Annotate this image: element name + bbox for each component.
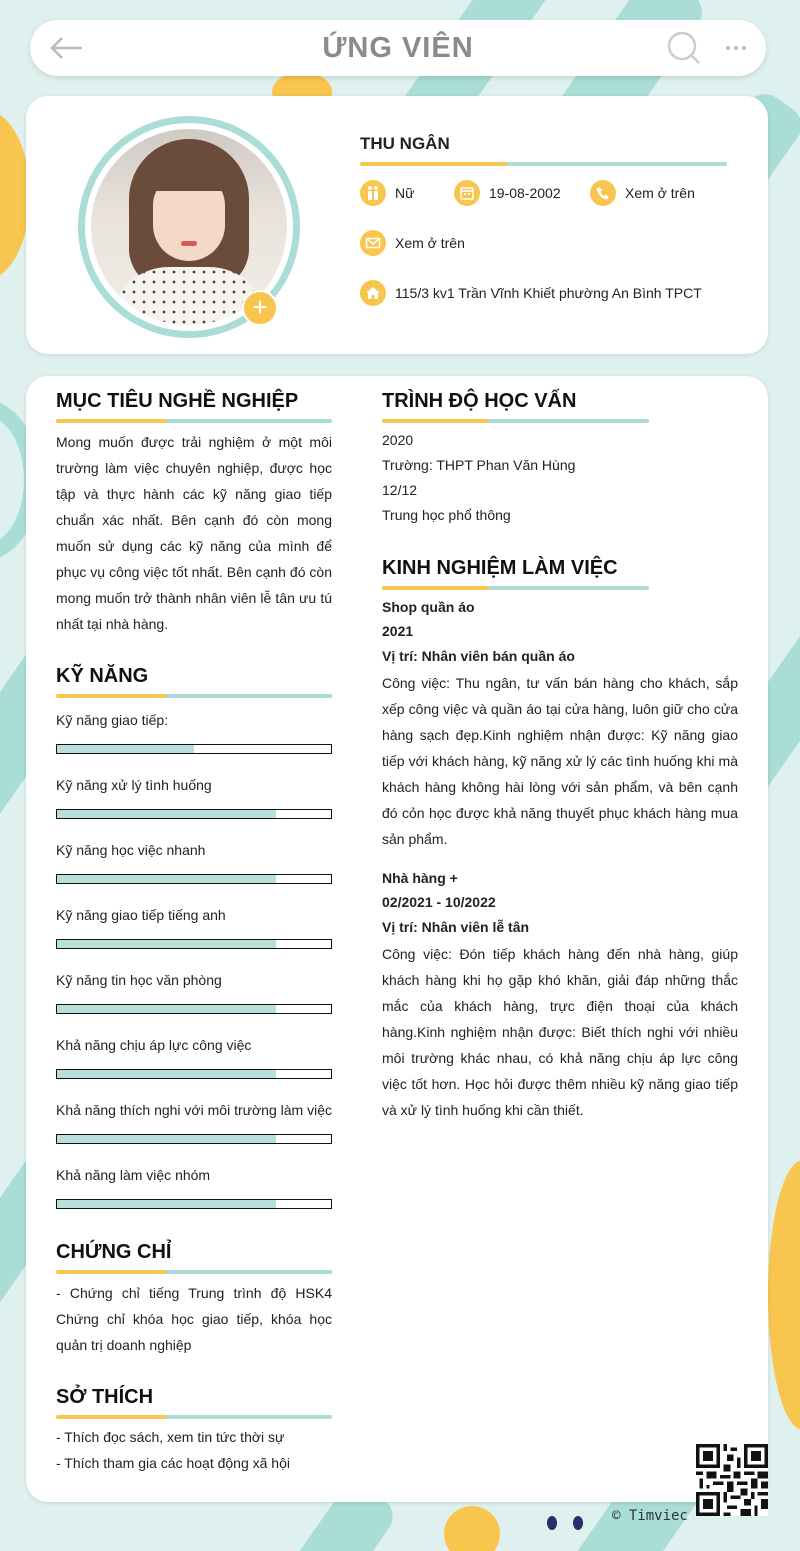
job-period: 02/2021 - 10/2022 [382, 894, 496, 910]
job-company: Nhà hàng + [382, 870, 458, 886]
birthday-info [454, 180, 561, 206]
skill-label: Kỹ năng tin học văn phòng [56, 972, 222, 988]
job-period: 2021 [382, 623, 414, 639]
education-grade: 12/12 [382, 482, 418, 498]
education-year: 2020 [382, 432, 414, 448]
education-school: Trường: THPT Phan Văn Hùng [382, 457, 576, 473]
phone-value: Xem ở trên [625, 185, 695, 201]
gender-icon [360, 180, 386, 206]
skill-progress-fill [57, 810, 276, 818]
hobbies-title: SỞ THÍCH [56, 1386, 154, 1408]
skill-progress-fill [57, 1135, 276, 1143]
certificates-underline [56, 1270, 332, 1274]
skill-label: Kỹ năng giao tiếp tiếng anh [56, 907, 226, 923]
job-position: Vị trí: Nhân viên lễ tân [382, 919, 530, 935]
resume-content-card [26, 376, 768, 1502]
career-goal-title: MỤC TIÊU NGHỀ NGHIỆP [56, 390, 299, 412]
skill-progress-bar [56, 809, 332, 819]
add-photo-button[interactable]: + [242, 290, 278, 326]
skills-underline [56, 694, 332, 698]
gender-value: Nữ [395, 185, 415, 201]
job-position: Vị trí: Nhân viên bán quần áo [382, 648, 575, 664]
phone-info [590, 180, 695, 206]
birthday-value: 19-08-2002 [489, 185, 561, 201]
skill-progress-fill [57, 1200, 276, 1208]
hobbies-underline [56, 1415, 332, 1419]
certificates-text: - Chứng chỉ tiếng Trung trình độ HSK4 Chứng chỉ khóa học giao tiếp, khóa học quản trị doanh nghiệp [56, 1285, 332, 1353]
career-goal-underline [56, 419, 332, 423]
skill-progress-fill [57, 1005, 276, 1013]
skill-label: Khả năng thích nghi với môi trường làm việc [56, 1102, 332, 1118]
skill-progress-bar [56, 939, 332, 949]
home-icon [360, 280, 386, 306]
skill-label: Khả năng làm việc nhóm [56, 1167, 211, 1183]
qr-code-icon [696, 1444, 768, 1516]
education-underline [382, 419, 649, 423]
address-value: 115/3 kv1 Trần Vĩnh Khiết phường An Bình TPCT [395, 285, 702, 301]
search-icon[interactable] [666, 30, 702, 66]
watermark: © Timviec [612, 1508, 688, 1524]
candidate-name: THU NGÂN [360, 134, 450, 153]
email-value: Xem ở trên [395, 235, 465, 251]
name-underline [360, 162, 727, 166]
education-title: TRÌNH ĐỘ HỌC VẤN [382, 390, 577, 412]
phone-icon [590, 180, 616, 206]
skill-progress-bar [56, 1134, 332, 1144]
skill-progress-bar [56, 1004, 332, 1014]
hobby-item: - Thích đọc sách, xem tin tức thời sự [56, 1429, 285, 1445]
skill-progress-fill [57, 940, 276, 948]
more-dots-icon[interactable] [724, 36, 748, 60]
mail-icon [360, 230, 386, 256]
gender-info [360, 180, 414, 206]
skill-label: Kỹ năng giao tiếp: [56, 712, 169, 728]
job-company: Shop quần áo [382, 599, 475, 615]
skill-label: Kỹ năng xử lý tình huống [56, 777, 212, 793]
job-description: Công việc: Thu ngân, tư vấn bán hàng cho khách, sắp xếp công việc và quần áo tại cửa hàng, luôn giữ cho cửa hàng sạch đẹp.Kinh nghiệm nhận được: Kỹ năng giao tiếp với khách hàng, kỹ năng xử lý các tình huống khi mà khách hàng không hài lòng với sản phẩm, và bên cạnh đó cỏn học được khả năng thuyết phục khách hàng mua sản phẩm. [382, 675, 738, 847]
profile-card [26, 96, 768, 354]
skill-label: Khả năng chịu áp lực công việc [56, 1037, 252, 1053]
certificates-title: CHỨNG CHỈ [56, 1241, 172, 1263]
skill-progress-fill [57, 745, 194, 753]
experience-underline [382, 586, 649, 590]
career-goal-text: Mong muốn được trải nghiệm ở một môi trường làm việc chuyên nghiệp, được học tập và thực hành các kỹ năng giao tiếp chuẩn xác nhất. Bên cạnh đó còn mong muốn sử dụng các kỹ năng của mình để phục vụ công việc tốt nhất. Bên cạnh đó còn mong muốn trở thành nhân viên lễ tân ưu tú nhất tại nhà hàng. [56, 434, 332, 632]
calendar-icon [454, 180, 480, 206]
skill-progress-fill [57, 1070, 276, 1078]
skill-progress-bar [56, 744, 332, 754]
skills-title: KỸ NĂNG [56, 665, 149, 687]
skill-label: Kỹ năng học việc nhanh [56, 842, 206, 858]
app-header [30, 20, 766, 76]
address-info [360, 280, 702, 306]
skill-progress-bar [56, 1069, 332, 1079]
skill-progress-fill [57, 875, 276, 883]
skill-progress-bar [56, 874, 332, 884]
page-title: ỨNG VIÊN [322, 32, 474, 64]
education-level: Trung học phổ thông [382, 507, 511, 523]
skill-progress-bar [56, 1199, 332, 1209]
email-info [360, 230, 465, 256]
experience-title: KINH NGHIỆM LÀM VIỆC [382, 557, 618, 579]
hobby-item: - Thích tham gia các hoạt động xã hội [56, 1455, 290, 1471]
job-description: Công việc: Đón tiếp khách hàng đến nhà hàng, giúp khách hàng khi họ gặp khó khăn, giải đáp những thắc mắc của khách hàng, trực điện thoại của khách hàng.Kinh nghiệm nhận được: Biết thích nghi với nhiều môi trường khác nhau, có khả năng chịu áp lực công việc tốt hơn. Học hỏi được thêm nhiều kỹ năng giao tiếp và xử lý tình huống khi cần thiết. [382, 946, 738, 1118]
